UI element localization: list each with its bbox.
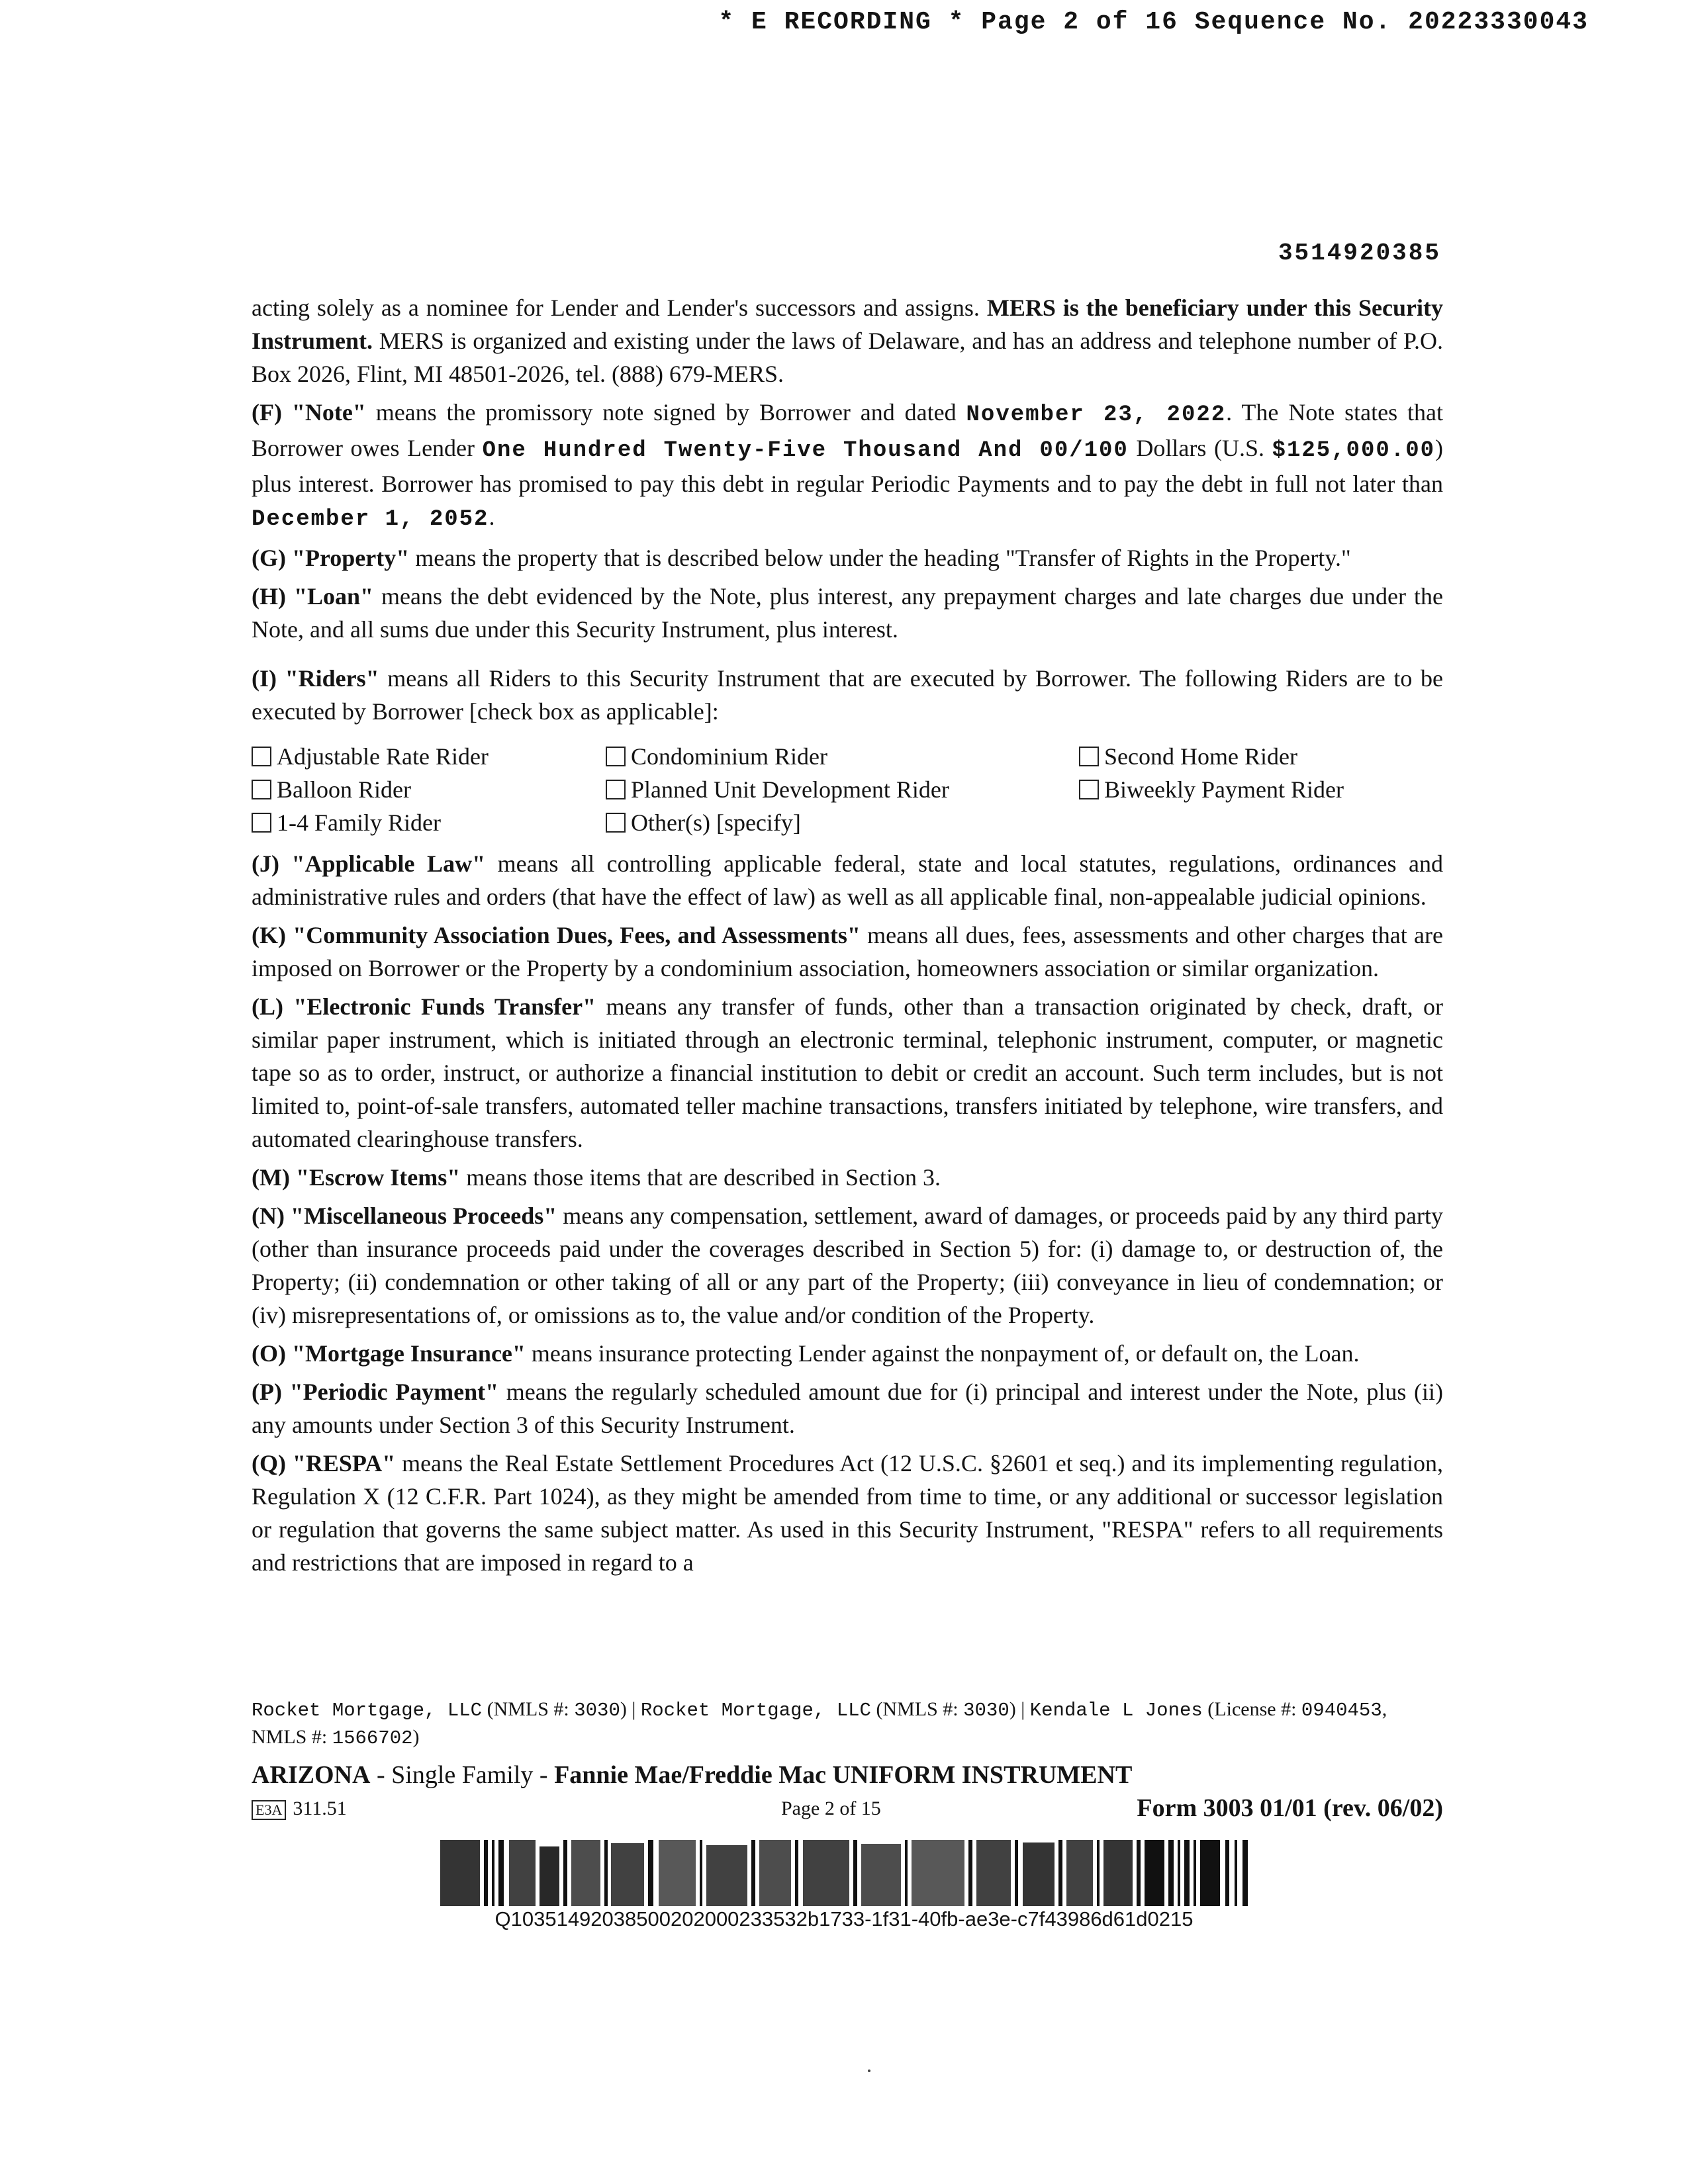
nmls-number: 3030: [963, 1700, 1009, 1721]
loan-number: 3514920385: [1278, 240, 1441, 267]
community-dues-term: (K) "Community Association Dues, Fees, and Assessments": [252, 922, 861, 948]
rider-label: Adjustable Rate Rider: [277, 743, 489, 770]
nmls-label: , NMLS #:: [252, 1698, 1387, 1748]
respa-text: means the Real Estate Settlement Procedures Act (12 U.S.C. §2601 et seq.) and its implementing regulation, Regulation X (12 C.F.R. Part 1024), as they might be amended from time to time, or any additional or successor legislation or regulation that governs the same subject matter. As used in this Security Instrument, "RESPA" refers to all requirements and restrictions that are imposed in regard to a: [252, 1450, 1443, 1576]
periodic-payment-text: means the regularly scheduled amount due for (i) principal and interest under the Note, plus (ii) any amounts under Section 3 of this Security Instrument.: [252, 1379, 1444, 1438]
lender-name: Rocket Mortgage, LLC: [640, 1700, 871, 1721]
checkbox-icon[interactable]: [1079, 747, 1099, 766]
note-text-1: means the promissory note signed by Borrower and dated: [365, 399, 966, 426]
periodic-payment-term: (P) "Periodic Payment": [252, 1379, 499, 1405]
mers-bold: MERS is the beneficiary under this Security Instrument.: [252, 295, 1444, 354]
rider-biweekly[interactable]: [1079, 773, 1443, 806]
checkbox-icon[interactable]: [252, 780, 271, 799]
checkbox-icon[interactable]: [1079, 780, 1099, 799]
riders-term: (I) "Riders": [252, 665, 379, 692]
state-name: ARIZONA: [252, 1761, 371, 1789]
rider-label: Condominium Rider: [631, 743, 827, 770]
loan-term: (H) "Loan": [252, 583, 373, 610]
license-label: (License #:: [1202, 1698, 1301, 1720]
form-code: [252, 1797, 347, 1820]
nmls-number: 3030: [574, 1700, 620, 1721]
nmls-label: (NMLS #:: [482, 1698, 575, 1720]
note-date: November 23, 2022: [966, 402, 1227, 428]
rider-label: 1-4 Family Rider: [277, 809, 441, 836]
note-maturity-date: December 1, 2052: [252, 507, 489, 532]
rider-label: Planned Unit Development Rider: [631, 776, 949, 803]
mers-paragraph: [252, 291, 1443, 390]
separator: ) |: [620, 1698, 641, 1720]
rider-second-home[interactable]: [1079, 740, 1443, 773]
applicable-law-term: (J) "Applicable Law": [252, 850, 486, 877]
scan-artifact: [868, 2070, 870, 2072]
note-amount-words: One Hundred Twenty-Five Thousand And 00/100: [482, 438, 1129, 463]
form-number: Form 3003 01/01 (rev. 06/02): [1137, 1794, 1443, 1822]
form-type: - Single Family -: [370, 1761, 555, 1789]
note-amount: $125,000.00: [1272, 438, 1435, 463]
misc-proceeds-term: (N) "Miscellaneous Proceeds": [252, 1203, 557, 1229]
misc-proceeds-text: means any compensation, settlement, award of damages, or proceeds paid by any third party (other than insurance proceeds paid under the coverages described in Section 5) for: (i) damage to, or destruction of, the Property; (ii) condemnation or other taking of all or any part of the Property; (iii) conveyance in lieu of condemnation; or (iv) misrepresentations of, or omissions as to, the value and/or condition of the Property.: [252, 1203, 1444, 1328]
mers-text-2: MERS is organized and existing under the laws of Delaware, and has an address and telephone number of P.O. Box 2026, Flint, MI 48501-2026, tel. (888) 679-MERS.: [252, 328, 1443, 387]
applicable-law-text: means all controlling applicable federal, state and local statutes, regulations, ordinances and administrative rules and orders (that have the effect of law) as well as all applicable final, non-appealable judicial opinions.: [252, 850, 1444, 910]
rider-label: Balloon Rider: [277, 776, 411, 803]
checkbox-icon[interactable]: [252, 813, 271, 833]
rider-condominium[interactable]: [606, 740, 1079, 773]
lender-footer: [252, 1696, 1443, 1752]
nmls-number: 1566702: [332, 1727, 413, 1749]
mers-text: acting solely as a nominee for Lender and Lender's successors and assigns.: [252, 295, 987, 321]
community-dues-definition: [252, 919, 1443, 985]
loan-text: means the debt evidenced by the Note, plus interest, any prepayment charges and late charges due under the Note, and all sums due under this Security Instrument, plus interest.: [252, 583, 1443, 643]
note-term: (F) "Note": [252, 399, 366, 426]
note-definition: [252, 396, 1443, 536]
checkbox-icon[interactable]: [606, 747, 626, 766]
rider-1-4-family[interactable]: [252, 806, 606, 839]
separator: ) |: [1009, 1698, 1030, 1720]
periodic-payment-definition: [252, 1375, 1443, 1441]
escrow-text: means those items that are described in Section 3.: [460, 1164, 941, 1191]
applicable-law-definition: [252, 847, 1443, 913]
close-paren: ): [412, 1726, 420, 1748]
eft-text: means any transfer of funds, other than a transaction originated by check, draft, or similar paper instrument, which is initiated through an electronic terminal, telephonic instrument, computer, or magnetic tape so as to order, instruct, or authorize a financial institution to debit or credit an account. Such term includes, but is not limited to, point-of-sale transfers, automated teller machine transactions, transfers initiated by telephone, wire transfers, and automated clearinghouse transfers.: [252, 993, 1443, 1152]
note-text-2: . The Note states that Borrower owes Lender: [252, 399, 1443, 461]
mortgage-insurance-definition: [252, 1337, 1443, 1370]
lender-name: Rocket Mortgage, LLC: [252, 1700, 483, 1721]
misc-proceeds-definition: [252, 1199, 1443, 1332]
escrow-term: (M) "Escrow Items": [252, 1164, 461, 1191]
note-text-4: ) plus interest. Borrower has promised to pay this debt in regular Periodic Payments and to pay the debt in full not later than: [252, 435, 1443, 497]
rider-label: Other(s) [specify]: [631, 809, 801, 836]
property-text: means the property that is described below under the heading "Transfer of Rights in the Property.": [409, 545, 1351, 571]
barcode-icon: [440, 1840, 1248, 1906]
checkbox-icon[interactable]: [252, 747, 271, 766]
rider-adjustable-rate[interactable]: [252, 740, 606, 773]
community-dues-text: means all dues, fees, assessments and other charges that are imposed on Borrower or the Property by a condominium association, homeowners association or similar organization.: [252, 922, 1443, 981]
checkbox-icon[interactable]: [606, 780, 626, 799]
nmls-label: (NMLS #:: [870, 1698, 964, 1720]
eft-definition: [252, 990, 1443, 1156]
property-definition: [252, 541, 1443, 574]
form-title: [252, 1760, 1443, 1790]
license-number: 0940453: [1301, 1700, 1382, 1721]
form-info-line: [252, 1794, 1443, 1827]
rider-label: Second Home Rider: [1104, 743, 1297, 770]
note-text-5: .: [489, 504, 495, 530]
eft-term: (L) "Electronic Funds Transfer": [252, 993, 596, 1020]
rider-label: Biweekly Payment Rider: [1104, 776, 1344, 803]
originator-name: Kendale L Jones: [1029, 1700, 1203, 1721]
rider-pud[interactable]: [606, 773, 1079, 806]
respa-definition: [252, 1447, 1443, 1579]
riders-text: means all Riders to this Security Instrument that are executed by Borrower. The following Riders are to be executed by Borrower [check box as applicable]:: [252, 665, 1444, 725]
page-number: Page 2 of 15: [781, 1797, 881, 1819]
document-body: [252, 291, 1443, 1584]
checkbox-icon[interactable]: [606, 813, 626, 833]
escrow-definition: [252, 1161, 1443, 1194]
riders-definition: [252, 662, 1443, 728]
loan-definition: [252, 580, 1443, 646]
note-text-3: Dollars (U.S.: [1128, 435, 1272, 461]
recording-stamp: * E RECORDING * Page 2 of 16 Sequence No. 20223330043: [718, 8, 1589, 36]
riders-checklist: [252, 740, 1443, 839]
respa-term: (Q) "RESPA": [252, 1450, 396, 1477]
form-code-tag: E3A: [252, 1800, 286, 1820]
rider-balloon[interactable]: [252, 773, 606, 806]
mortgage-insurance-text: means insurance protecting Lender against the nonpayment of, or default on, the Loan.: [525, 1340, 1360, 1367]
mortgage-insurance-term: (O) "Mortgage Insurance": [252, 1340, 526, 1367]
barcode-text: Q10351492038500202000233532b1733-1f31-40fb-ae3e-c7f43986d61d0215: [494, 1907, 1194, 1931]
form-code-number: 311.51: [293, 1797, 347, 1819]
instrument-name: Fannie Mae/Freddie Mac UNIFORM INSTRUMENT: [554, 1761, 1133, 1789]
rider-other[interactable]: [606, 806, 1079, 839]
property-term: (G) "Property": [252, 545, 410, 571]
